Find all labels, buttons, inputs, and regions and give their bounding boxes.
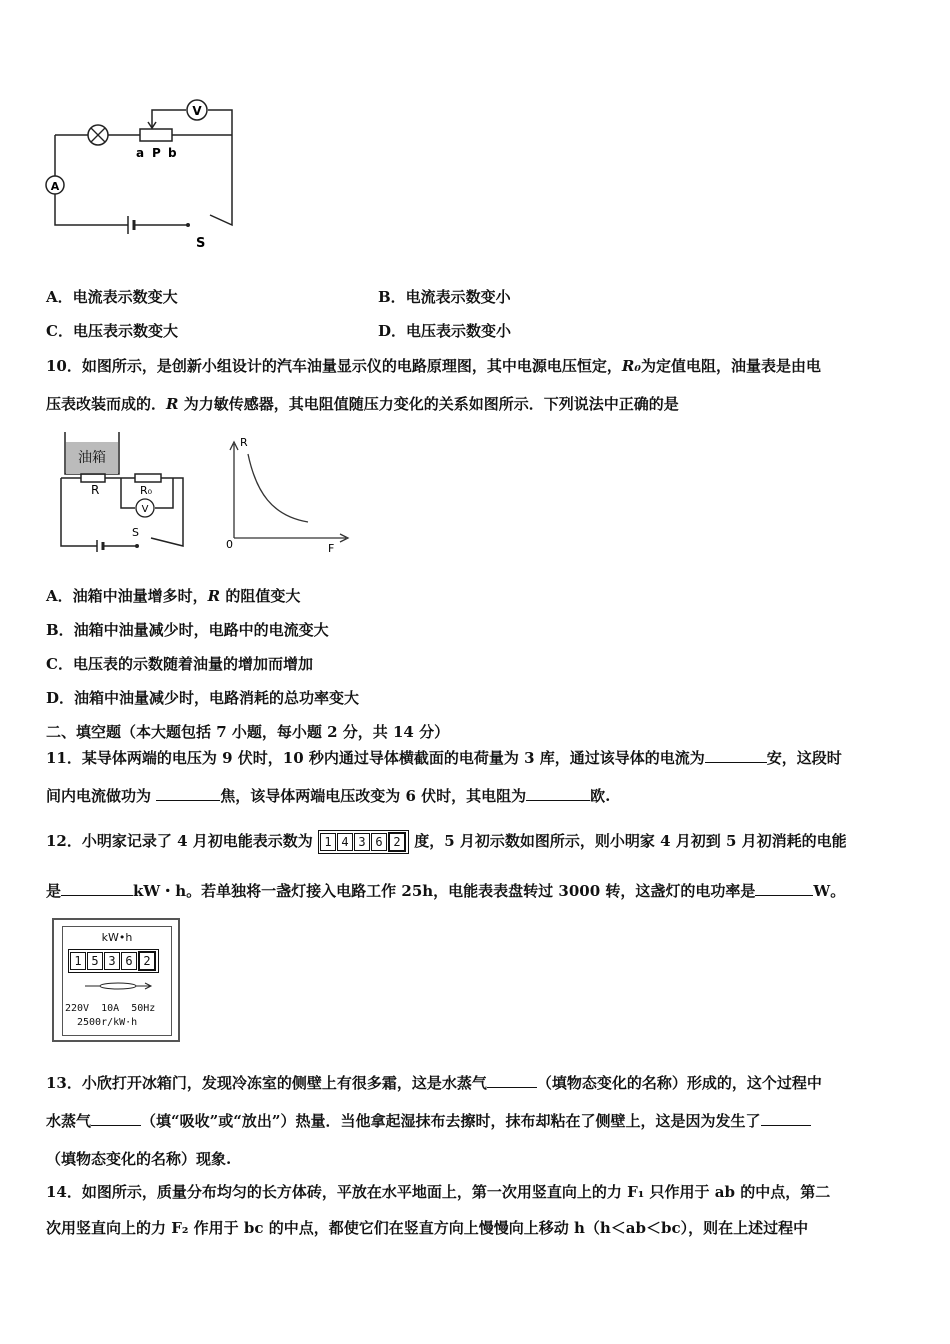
- q11-line-1: 11．某导体两端的电压为 9 伏时，10 秒内通过导体横截面的电荷量为 3 库，通过该导体的电流为 安，这段时: [46, 749, 842, 767]
- meter-unit: kW•h: [101, 931, 133, 944]
- q10-option-a: A．油箱中油量增多时，R 的阻值变大: [46, 587, 301, 605]
- origin-label: 0: [226, 538, 233, 551]
- svg-text:油箱: 油箱: [78, 450, 106, 466]
- q9-option-b: B．电流表示数变小: [378, 288, 511, 306]
- ammeter-icon: [46, 176, 64, 194]
- svg-text:A: A: [50, 180, 60, 193]
- meter-disc-icon: [83, 979, 153, 993]
- switch-icon: [186, 223, 190, 227]
- electricity-meter: [52, 918, 180, 1042]
- q9-option-d: D．电压表示数变小: [378, 322, 512, 340]
- q10-option-c: C．电压表的示数随着油量的增加而增加: [46, 655, 313, 673]
- q10-line-1: 10．如图所示，是创新小组设计的汽车油量显示仪的电路原理图，其中电源电压恒定，R₀为定值电阻，油量表是由电: [46, 357, 821, 375]
- oil-tank: [65, 432, 119, 474]
- svg-text:V: V: [141, 504, 149, 515]
- section-heading: 二、填空题（本大题包括 7 小题，每小题 2 分，共 14 分）: [46, 723, 450, 741]
- q10-option-d: D．油箱中油量减少时，电路消耗的总功率变大: [46, 689, 360, 707]
- oil-tank-circuit: [55, 428, 195, 553]
- meter-digits: 1 5 3 6 2: [68, 949, 159, 973]
- label-b: b: [168, 146, 177, 160]
- q13-line-2: 水蒸气 （填“吸收”或“放出”）热量．当他拿起湿抹布去擦时，抹布却粘在了侧壁上，这是因为发生了: [46, 1110, 811, 1131]
- q12-line-1: 12．小明家记录了 4 月初电能表示数为 1 4 3 6 2 度，5 月初示数如图所示，则小明家 4 月初到 5 月初消耗的电能: [46, 830, 847, 854]
- label-a: a: [136, 146, 145, 160]
- label-p: P: [152, 146, 161, 160]
- r-f-graph: [222, 432, 352, 554]
- meter-spec: 220V 10A 50Hz: [65, 1003, 156, 1014]
- april-meter-reading: 1 4 3 6 2: [318, 830, 409, 854]
- circuit-diagram-q9: [40, 95, 250, 255]
- q10-option-b: B．油箱中油量减少时，电路中的电流变大: [46, 621, 329, 639]
- voltmeter-icon: [187, 100, 207, 120]
- q9-option-a: A．电流表示数变大: [46, 288, 178, 306]
- switch-icon: [135, 544, 139, 548]
- q11-line-2: 间内电流做功为 焦，该导体两端电压改变为 6 伏时，其电阻为 欧.: [46, 787, 611, 805]
- svg-text:R: R: [91, 483, 100, 497]
- q14-line-2: 次用竖直向上的力 F₂ 作用于 bc 的中点，都使它们在竖直方向上慢慢向上移动 h（h＜ab＜bc），则在上述过程中: [46, 1219, 809, 1237]
- q13-line-1: 13．小欣打开冰箱门，发现冷冻室的侧壁上有很多霜，这是水蒸气 （填物态变化的名称）形成的，这个过程中: [46, 1074, 822, 1092]
- q9-option-c: C．电压表示数变大: [46, 322, 178, 340]
- y-axis-label: R: [240, 436, 248, 449]
- x-axis-label: F: [328, 542, 335, 554]
- q13-line-3: （填物态变化的名称）现象.: [46, 1150, 232, 1168]
- q14-line-1: 14．如图所示，质量分布均匀的长方体砖，平放在水平地面上，第一次用竖直向上的力 F₁ 只作用于 ab 的中点，第二: [46, 1183, 831, 1201]
- svg-text:V: V: [192, 104, 202, 118]
- svg-text:S: S: [132, 526, 139, 539]
- q12-line-2: 是 kW・h。若单独将一盏灯接入电路工作 25h，电能表表盘转过 3000 转，这盏灯的电功率是 W。: [46, 882, 846, 900]
- lamp-icon: [88, 125, 108, 145]
- q10-line-2: 压表改装而成的．R 为力敏传感器，其电阻值随压力变化的关系如图所示．下列说法中正确的是: [46, 395, 679, 413]
- meter-rev: 2500r/kW·h: [77, 1017, 138, 1028]
- label-s: S: [196, 236, 206, 251]
- svg-text:R₀: R₀: [140, 484, 153, 497]
